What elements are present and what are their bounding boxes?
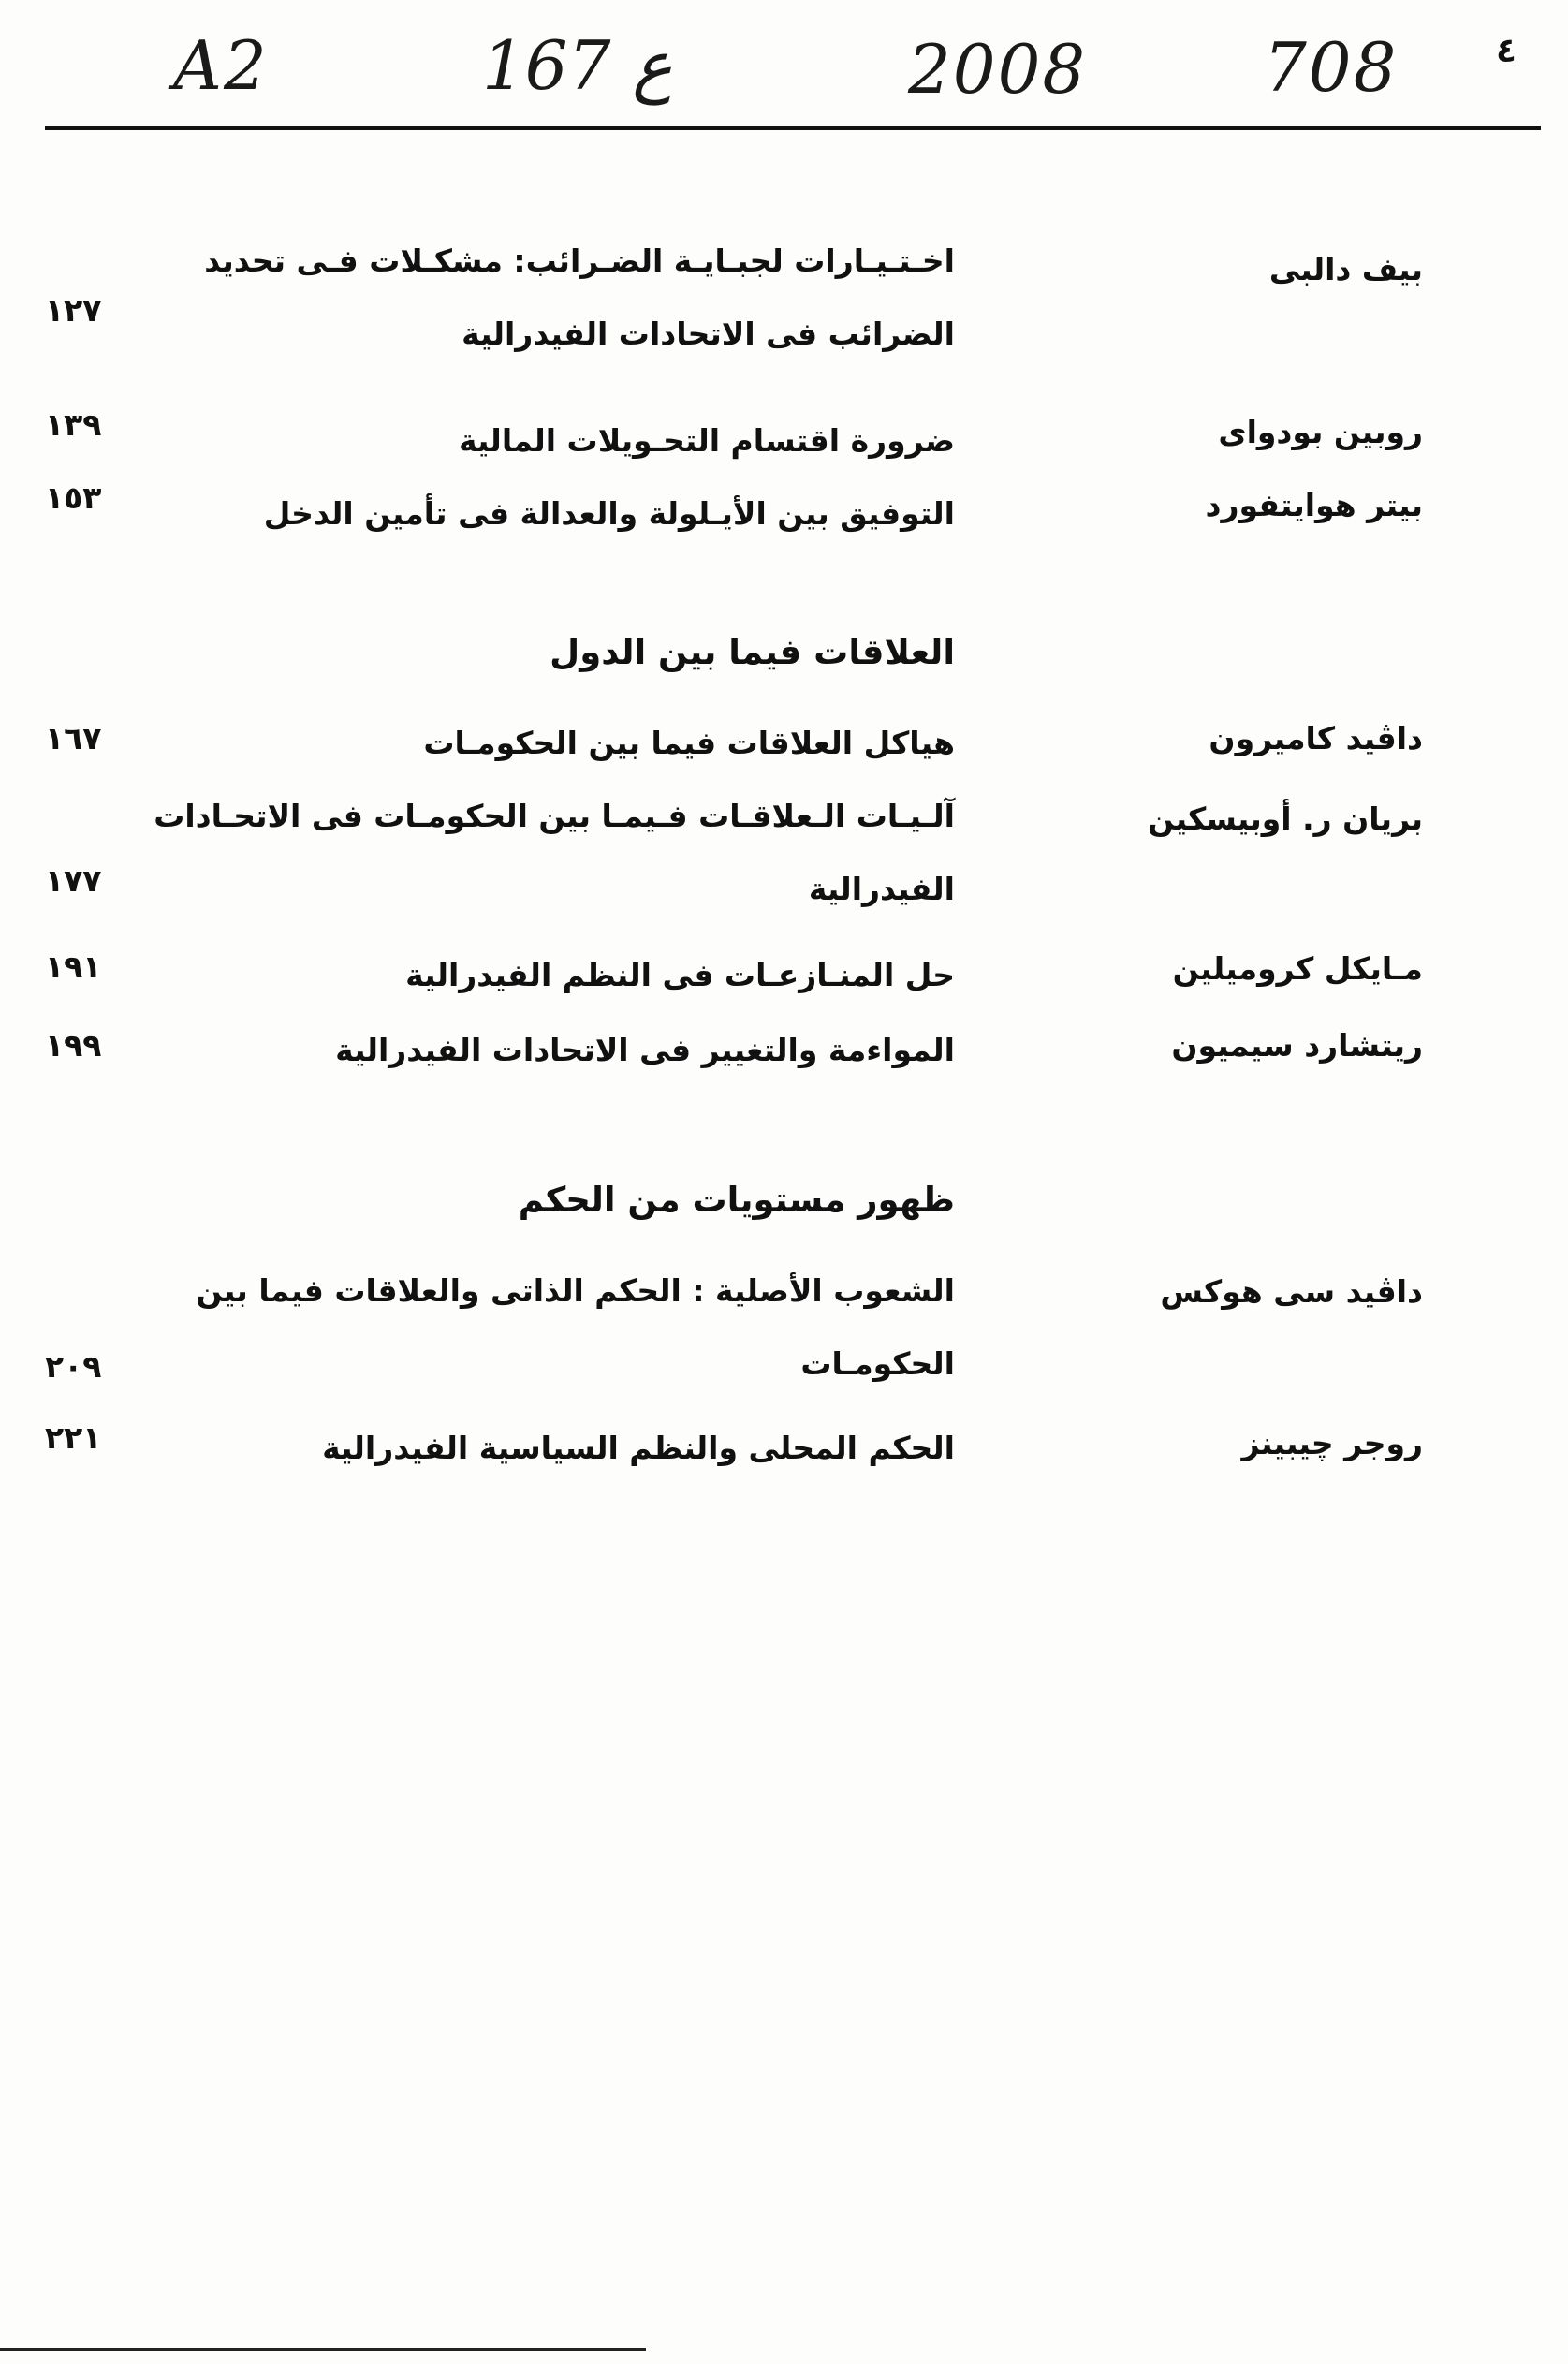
entry-title-line: حل المنـازعـات فى النظم الفيدرالية [405, 957, 955, 993]
entry-page-number: ١٩١ [45, 948, 102, 985]
entry-title-line: الضرائب فى الاتحادات الفيدرالية [462, 316, 955, 352]
entry-title [140, 707, 955, 780]
entry-author: بيتر هوايتفورد [1205, 487, 1423, 523]
entry-title [140, 1412, 955, 1485]
entry-title-line: آلـيـات الـعلاقـات فـيمـا بين الحكومـات فى الاتحـادات [154, 798, 955, 834]
entry-title-line: المواءمة والتغيير فى الاتحادات الفيدرالية [335, 1032, 955, 1068]
entry-title-line: الحكم المحلى والنظم السياسية الفيدرالية [322, 1430, 955, 1466]
entry-title-line: التوفيق بين الأيـلولة والعدالة فى تأمين الدخل [263, 495, 955, 532]
entry-author: روبين بودواى [1218, 414, 1423, 450]
entry-author: بريان ر. أوبيسكين [1147, 800, 1423, 837]
entry-title [140, 939, 955, 1012]
entry-title [140, 1014, 955, 1087]
entry-page-number: ١٧٧ [45, 862, 102, 899]
entry-title [140, 404, 955, 477]
entry-page-number: ١٢٧ [45, 292, 102, 329]
handwritten-note-3: 2008 [908, 30, 1088, 109]
handwritten-note-2: 167 ع [482, 26, 673, 105]
entry-author: بيف دالبى [1268, 251, 1423, 287]
entry-title-line: هياكل العلاقات فيما بين الحكومـات [423, 725, 955, 761]
entry-page-number: ١٦٧ [45, 720, 102, 756]
footer-rule [0, 2348, 646, 2351]
page-number: ٤ [1496, 32, 1517, 70]
entry-title [140, 477, 955, 551]
entry-author: مـايكل كروميلين [1172, 950, 1423, 987]
entry-author: داڤيد كاميرون [1209, 720, 1423, 756]
section-heading: العلاقات فيما بين الدول [550, 632, 955, 672]
entry-page-number: ٢٠٩ [45, 1348, 102, 1385]
entry-page-number: ١٩٩ [45, 1027, 102, 1064]
entry-title-line: الشعوب الأصلية : الحكم الذاتى والعلاقات فيما بين [196, 1272, 955, 1309]
entry-title [140, 780, 955, 926]
entry-author: ريتشارد سيميون [1171, 1027, 1423, 1064]
handwritten-note-4: 708 [1264, 28, 1399, 107]
entry-title [140, 1255, 955, 1401]
entry-title [140, 225, 955, 371]
entry-page-number: ١٥٣ [45, 479, 102, 516]
header-rule [45, 126, 1541, 130]
entry-author: روجر چيبينز [1241, 1425, 1423, 1461]
entry-title-line: الفيدرالية [808, 871, 955, 907]
entry-title-line: اخـتـيـارات لجبـايـة الضـرائب: مشكـلات فـى تحديد [204, 242, 955, 279]
section-heading: ظهور مستويات من الحكم [518, 1180, 955, 1220]
entry-author: داڤيد سى هوكس [1160, 1273, 1423, 1310]
entry-page-number: ٢٢١ [45, 1419, 102, 1456]
handwritten-note-1: A2 [173, 26, 269, 105]
entry-title-line: ضرورة اقتسام التحـويلات المالية [458, 422, 955, 459]
entry-title-line: الحكومـات [800, 1345, 955, 1382]
entry-page-number: ١٣٩ [45, 406, 102, 443]
